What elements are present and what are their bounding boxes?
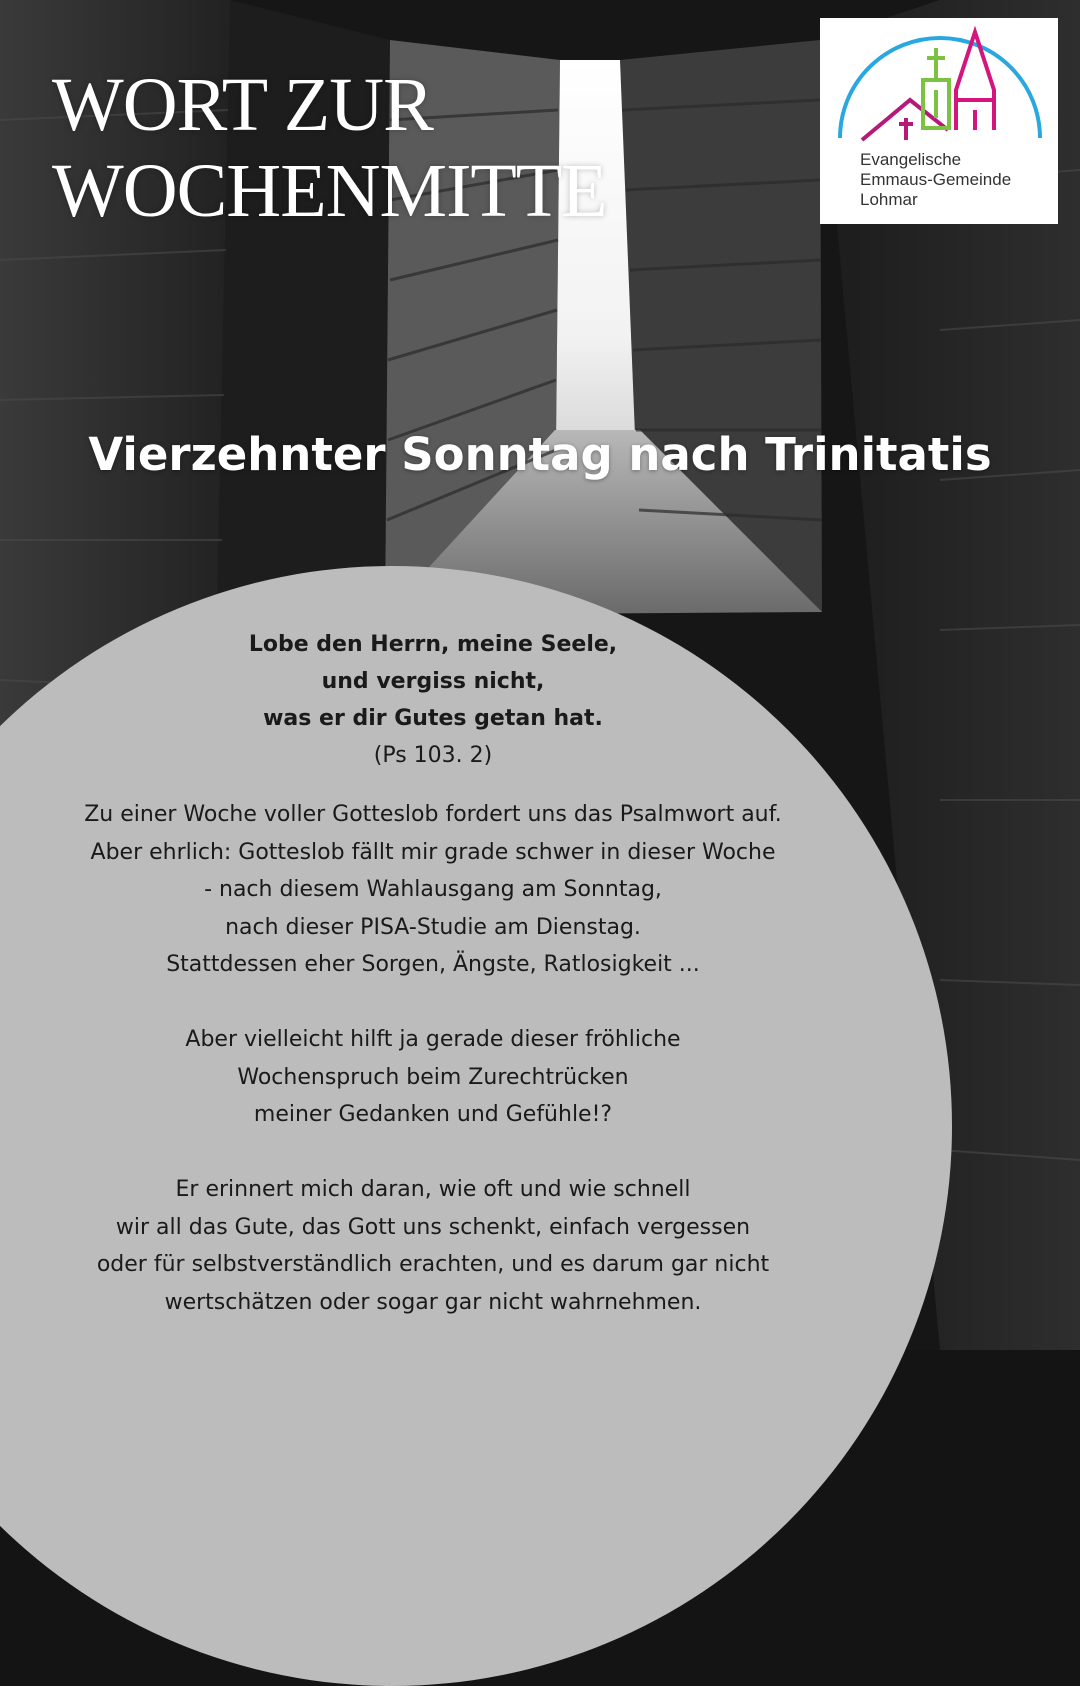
paragraph-line: meiner Gedanken und Gefühle!? (253, 1102, 613, 1127)
paragraph-line: oder für selbstverständlich erachten, und es darum gar nicht (96, 1252, 770, 1277)
church-logo-icon (820, 18, 1058, 148)
bible-verse (0, 626, 866, 774)
verse-line-1: Lobe den Herrn, meine Seele, (248, 632, 618, 657)
paragraph-line: Wochenspruch beim Zurechtrücken (237, 1064, 629, 1090)
paragraph-line: Aber ehrlich: Gotteslob fällt mir grade schwer in dieser Woche (90, 839, 776, 865)
logo-line-1: Evangelische (860, 150, 962, 169)
logo-line-2: Emmaus-Gemeinde (860, 170, 1012, 189)
paragraph-line: Stattdessen eher Sorgen, Ängste, Ratlosigkeit ... (166, 952, 700, 977)
paragraph-line: Zu einer Woche voller Gotteslob fordert uns das Psalmwort auf. (84, 802, 782, 827)
page-title (52, 62, 607, 234)
church-logo (820, 18, 1058, 224)
sunday-subtitle: Vierzehnter Sonntag nach Trinitatis (88, 428, 992, 481)
paragraph-1 (0, 796, 866, 984)
paragraph-line: nach dieser PISA-Studie am Dienstag. (225, 914, 641, 940)
church-logo-text (860, 150, 1011, 210)
paragraph-line: wir all das Gute, das Gott uns schenkt, einfach vergessen (115, 1214, 751, 1240)
paragraph-2 (0, 1021, 866, 1134)
reflection-text (0, 796, 866, 1359)
paragraph-line: wertschätzen oder sogar gar nicht wahrnehmen. (164, 1289, 702, 1315)
paragraph-line: Er erinnert mich daran, wie oft und wie schnell (175, 1177, 691, 1202)
verse-reference: (Ps 103. 2) (373, 743, 493, 768)
paragraph-3 (0, 1171, 866, 1321)
logo-line-3: Lohmar (860, 190, 918, 209)
verse-line-3: was er dir Gutes getan hat. (263, 706, 603, 731)
paragraph-line: Aber vielleicht hilft ja gerade dieser fröhliche (185, 1027, 681, 1052)
verse-line-2: und vergiss nicht, (321, 669, 545, 694)
paragraph-line: - nach diesem Wahlausgang am Sonntag, (204, 877, 662, 902)
title-line-1: WORT ZUR (52, 63, 433, 147)
title-line-2: WOCHENMITTE (52, 149, 607, 233)
